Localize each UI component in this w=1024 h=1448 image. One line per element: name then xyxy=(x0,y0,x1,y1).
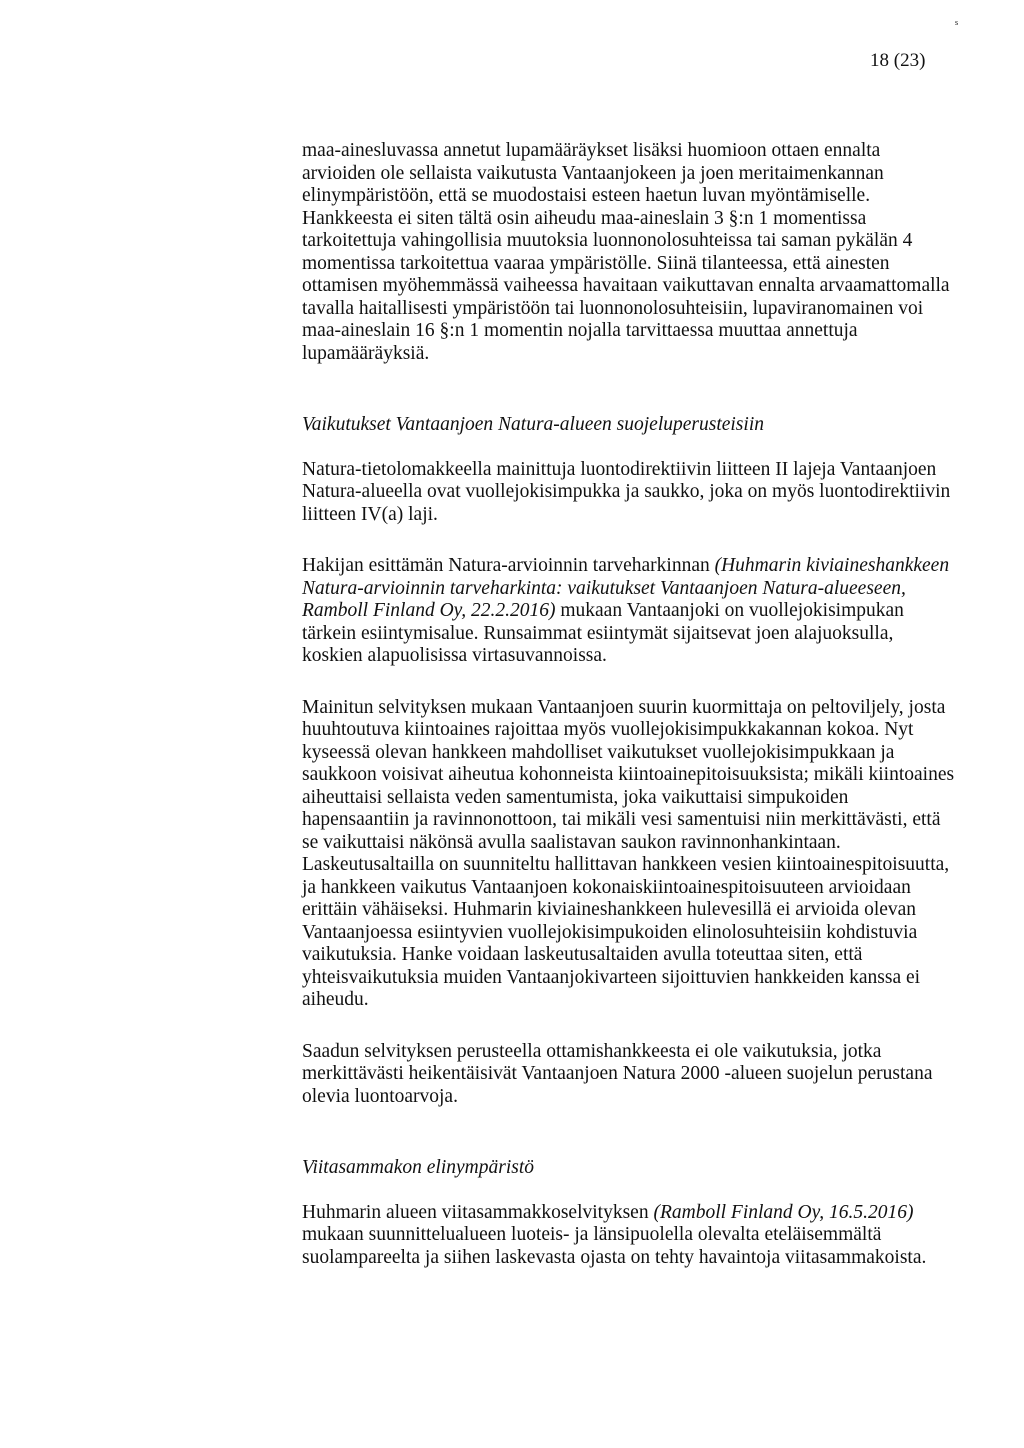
page-number: 18 (23) xyxy=(870,50,926,71)
paragraph-natura-species: Natura-tietolomakkeella mainittuja luontodirektiivin liitteen II lajeja Vantaanjoen Natura-alueella ovat vuollejokisimpukka ja saukko, joka on myös luontodirektiivin liitteen IV(a) laji. xyxy=(302,458,951,525)
paragraph-permit-conclusion: maa-ainesluvassa annetut lupamääräykset lisäksi huomioon ottaen ennalta arvioiden ole sellaista vaikutusta Vantaanjokeen ja joen meritaimenkannan elinympäristöön, että se muodostaisi esteen haetun luvan myöntämiselle. Hankkeesta ei siten tältä osin aiheudu maa-aineslain 3 §:n 1 momentissa tarkoitettuja vahingollisia muutoksia luonnonolosuhteissa tai saman pykälän 4 momentissa tarkoitettua vaaraa ympäristölle. Siinä tilanteessa, että ainesten ottamisen myöhemmässä vaiheessa havaitaan vaikuttavan ennalta arvaamattomalla tavalla haitallisesti ympäristöön tai luonnonolosuhteisiin, lupaviranomainen voi maa-aineslain 16 §:n 1 momentin nojalla tarvittaessa muuttaa annettuja lupamääräyksiä. xyxy=(302,140,950,364)
paragraph-moor-frog-survey xyxy=(302,1202,957,1270)
paragraph-natura-conclusion: Saadun selvityksen perusteella ottamishankkeesta ei ole vaikutuksia, jotka merkittävästi heikentäisivät Vantaanjoen Natura 2000 -alueen suojelun perustana olevia luontoarvoja. xyxy=(302,1040,933,1107)
text-run: mukaan suunnittelualueen luoteis- ja länsipuolella olevalta eteläisemmältä suolampareelta ja siihen laskevasta ojasta on tehty havaintoja viitasammakoista. xyxy=(302,1224,927,1268)
text-run: mukaan Vantaanjoki on vuollejokisimpukan tärkein esiintymisalue. Runsaimmat esiintymät sijaitsevat joen alajuoksulla, koskien alapuolisissa virtasuvannoissa. xyxy=(302,600,904,666)
heading-natura-impacts: Vaikutukset Vantaanjoen Natura-alueen suojeluperusteisiin xyxy=(302,414,764,435)
text-run: Hakijan esittämän Natura-arvioinnin tarveharkinnan xyxy=(302,555,715,576)
paragraph-mussel-otter-impacts: Mainitun selvityksen mukaan Vantaanjoen suurin kuormittaja on peltoviljely, josta huuhtoutuva kiintoaines rajoittaa myös vuollejokisimpukkakannan kokoa. Nyt kyseessä olevan hankkeen mahdolliset vaikutukset vuollejokisimpukkaan ja saukkoon voisivat aiheutua kohonneista kiintoainepitoisuuksista; mikäli kiintoaines aiheuttaisi sellaista veden samentumista, joka vaikuttaisi simpukoiden hapensaantiin ja ravinnonottoon, tai mikäli vesi samentuisi niin merkittävästi, että se vaikuttaisi näkönsä avulla saalistavan saukon ravinnonhankintaan. Laskeutusaltailla on suunniteltu hallittavan hankkeen vesien kiintoainespitoisuutta, ja hankkeen vaikutus Vantaanjoen kokonaiskiintoainespitoisuuteen arvioidaan erittäin vähäiseksi. Huhmarin kiviaineshankkeen hulevesillä ei arvioida olevan Vantaanjoessa esiintyvien vuollejokisimpukoiden elinolosuhteisiin kohdistuvia vaikutuksia. Hanke voidaan laskeutusaltaiden avulla toteuttaa siten, että yhteisvaikutuksia muiden Vantaanjokivarteen sijoittuvien hankkeiden kanssa ei aiheudu. xyxy=(302,696,955,1010)
text-run: Huhmarin alueen viitasammakkoselvityksen xyxy=(302,1201,654,1223)
citation: (Ramboll Finland Oy, 16.5.2016) xyxy=(653,1201,914,1223)
corner-mark: s xyxy=(955,18,959,27)
paragraph-natura-assessment xyxy=(302,555,957,668)
document-body xyxy=(302,140,957,1269)
citation: (Huhmarin kiviaineshankkeen Natura-arvioinnin tarveharkinta: vaikutukset Vantaanjoen Natura-alueeseen, Ramboll Finland Oy, 22.2.2016) xyxy=(302,555,950,621)
heading-moor-frog: Viitasammakon elinympäristö xyxy=(302,1157,534,1178)
